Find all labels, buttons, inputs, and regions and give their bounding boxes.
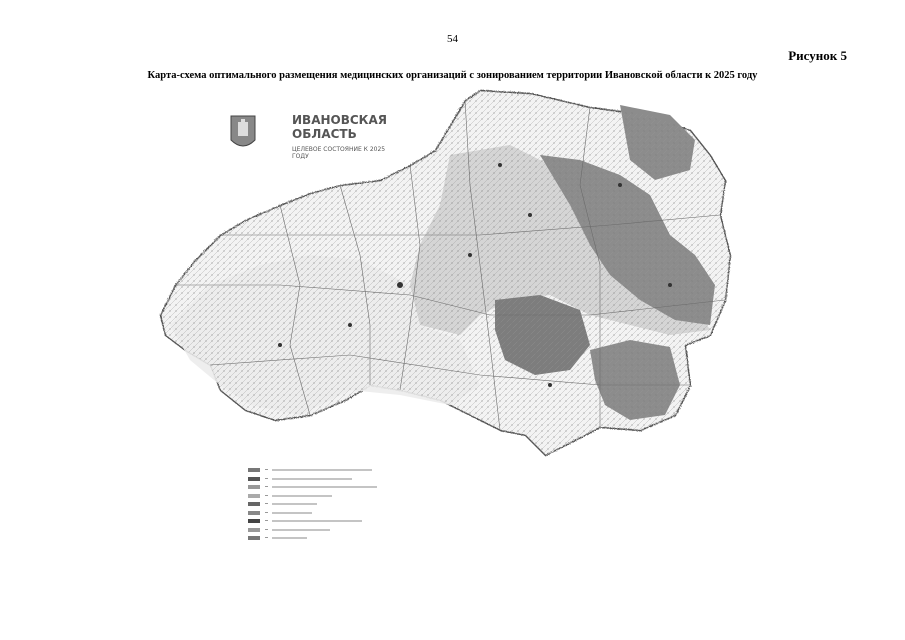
legend-item bbox=[248, 492, 398, 501]
legend-item bbox=[248, 526, 398, 535]
map-brand bbox=[228, 110, 408, 170]
legend-item bbox=[248, 534, 398, 543]
brand-title: ИВАНОВСКАЯ ОБЛАСТЬ bbox=[292, 113, 388, 141]
legend-item bbox=[248, 466, 398, 475]
map-legend bbox=[248, 466, 398, 543]
brand-subtitle: ЦЕЛЕВОЕ СОСТОЯНИЕ К 2025 ГОДУ bbox=[292, 146, 386, 160]
coat-of-arms-icon bbox=[228, 114, 258, 154]
figure-caption: Карта-схема оптимального размещения медицинских организаций с зонированием территории Ивановской области к 2025 году bbox=[147, 70, 758, 81]
legend-item bbox=[248, 517, 398, 526]
legend-item bbox=[248, 509, 398, 518]
legend-item bbox=[248, 475, 398, 484]
legend-item bbox=[248, 500, 398, 509]
legend-item bbox=[248, 483, 398, 492]
page-number: 54 bbox=[447, 33, 458, 45]
figure-label: Рисунок 5 bbox=[788, 48, 847, 63]
